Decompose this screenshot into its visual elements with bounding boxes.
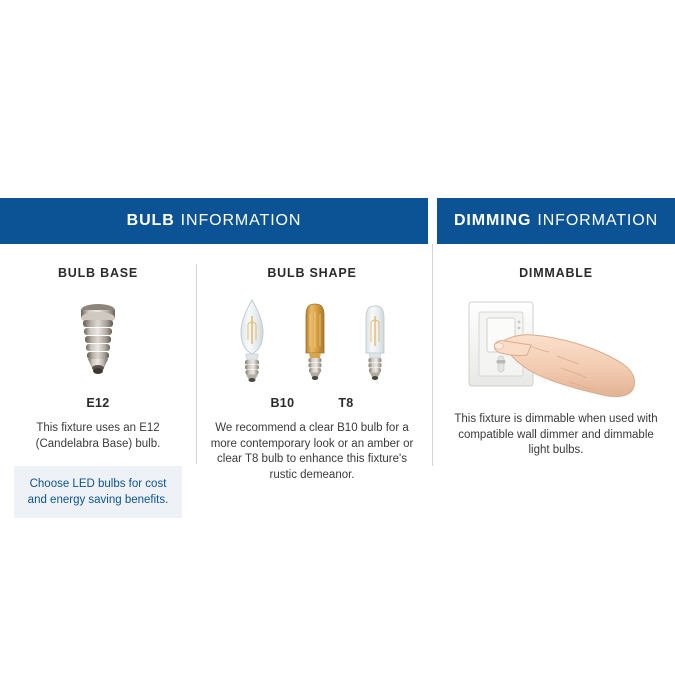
- bulb-information-header: [0, 198, 428, 244]
- bulb-base-caption-row: [14, 396, 182, 410]
- bulb-shape-caption-row: [210, 396, 414, 410]
- dimming-header-light: INFORMATION: [537, 212, 659, 229]
- bulb-base-description: This fixture uses an E12 (Candelabra Base) bulb.: [35, 422, 161, 450]
- bulb-base-title: BULB BASE: [57, 266, 139, 280]
- dimmable-description: This fixture is dimmable when used with compatible wall dimmer and dimmable light bulbs.: [454, 413, 658, 456]
- dimmable-column: [437, 266, 675, 459]
- hand-pressing-wall-dimmer-icon: [461, 294, 651, 398]
- bulb-shape-description: We recommend a clear B10 bulb for a more contemporary look or an amber or clear T8 bulb to enhance this fixture's rustic demeanor.: [210, 422, 414, 481]
- bulb-header-bold: BULB: [126, 212, 175, 229]
- bulb-base-art: [14, 294, 182, 386]
- t8-clear-tube-bulb-icon: [358, 296, 392, 386]
- bulb-shape-label-b10: B10: [270, 396, 295, 410]
- dimming-header-bold: DIMMING: [453, 212, 532, 229]
- bulb-shape-title: BULB SHAPE: [267, 266, 357, 280]
- e12-screw-base-icon: [72, 300, 124, 386]
- dimming-panel-body: [437, 244, 675, 459]
- dimming-information-panel: [437, 198, 675, 459]
- dimmable-art: [451, 294, 661, 398]
- b10-candle-bulb-icon: [232, 296, 272, 386]
- bulb-header-light: INFORMATION: [180, 212, 302, 229]
- bulb-shape-art: [210, 294, 414, 386]
- t8-amber-tube-bulb-icon: [298, 296, 332, 386]
- led-tip-callout: Choose LED bulbs for cost and energy saving benefits.: [14, 466, 182, 518]
- dimming-information-header: [437, 198, 675, 244]
- bulb-shape-label-t8: T8: [338, 396, 354, 410]
- bulb-base-label: E12: [86, 396, 110, 410]
- bulb-shape-column: [196, 266, 428, 518]
- column-divider: [196, 264, 197, 464]
- bulb-panel-body: [0, 244, 428, 518]
- bulb-information-panel: [0, 198, 428, 518]
- panel-divider: [432, 244, 433, 466]
- bulb-base-column: [0, 266, 196, 518]
- dimmable-title: DIMMABLE: [519, 266, 593, 280]
